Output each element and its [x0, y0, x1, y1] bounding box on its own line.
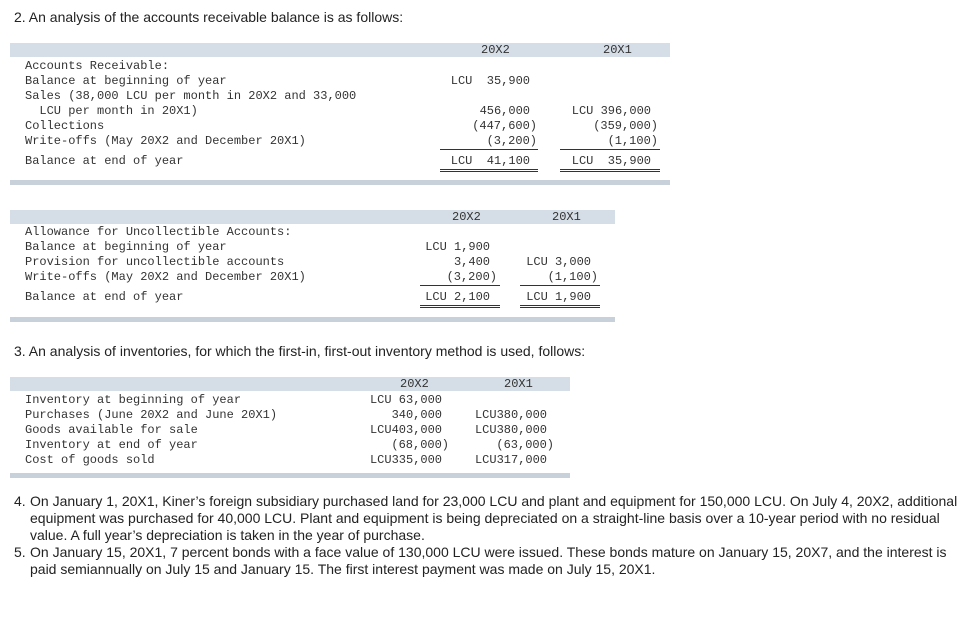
inventory-row-label: Cost of goods sold	[25, 453, 155, 467]
inventory-header-bar	[10, 377, 570, 391]
allowance-value-20x2: (3,200)	[446, 270, 497, 284]
allowance-subtotal-rule-20x2	[420, 285, 500, 286]
ar-row-label: Balance at end of year	[25, 154, 184, 168]
ar-value-20x1: (359,000)	[593, 119, 658, 133]
inventory-col-header-20x1: 20X1	[504, 377, 533, 391]
note-text: On January 1, 20X1, Kiner’s foreign subsidiary purchased land for 23,000 LCU and plant and equipment for 150,000 LCU. On July 4, 20X2, additional equipment was purchased for 40,000 LCU. Plant and equipment is being depreciated on a straight-line basis over a 10-year period with no residual value. A full year’s depreciation is taken in the year of purchase.	[30, 493, 958, 543]
inventory-row-label: Inventory at beginning of year	[25, 393, 242, 407]
allowance-total-rule-20x2	[420, 305, 500, 308]
allowance-value-20x2: LCU 1,900	[425, 240, 490, 254]
ar-row-label: Sales (38,000 LCU per month in 20X2 and 33,000	[25, 89, 357, 103]
allowance-row-label: Write-offs (May 20X2 and December 20X1)	[25, 270, 306, 284]
note-number: 5.	[14, 544, 26, 560]
item-2-heading: 2. An analysis of the accounts receivable balance is as follows:	[14, 9, 404, 25]
ar-value-20x1: (1,100)	[607, 134, 658, 148]
allowance-row-label: Provision for uncollectible accounts	[25, 255, 285, 269]
ar-value-20x2: LCU 41,100	[450, 154, 530, 168]
inventory-value-20x2: (68,000)	[391, 438, 449, 452]
allowance-value-20x1: (1,100)	[547, 270, 598, 284]
allowance-col-header-20x1: 20X1	[552, 210, 581, 224]
inventory-value-20x2: LCU335,000	[369, 453, 442, 467]
ar-value-20x2: 456,000	[479, 104, 530, 118]
note-item	[14, 544, 973, 578]
allowance-value-20x1: LCU 3,000	[526, 255, 591, 269]
ar-row-label: Collections	[25, 119, 105, 133]
inventory-value-20x1: LCU317,000	[474, 453, 547, 467]
ar-value-20x2: (447,600)	[472, 119, 537, 133]
ar-subtotal-rule-20x2	[440, 149, 538, 150]
ar-value-20x1: LCU 35,900	[571, 154, 651, 168]
inventory-footer-bar	[10, 473, 570, 478]
ar-col-header-20x1: 20X1	[603, 43, 632, 57]
ar-row-label: Write-offs (May 20X2 and December 20X1)	[25, 134, 306, 148]
note-item	[14, 493, 973, 544]
ar-row-label: Balance at beginning of year	[25, 74, 227, 88]
inventory-col-header-20x2: 20X2	[400, 377, 429, 391]
allowance-col-header-20x2: 20X2	[452, 210, 481, 224]
ar-row-label: LCU per month in 20X1)	[25, 104, 198, 118]
ar-value-20x2: LCU 35,900	[450, 74, 530, 88]
ar-col-header-20x2: 20X2	[481, 43, 510, 57]
ar-header-bar	[10, 43, 670, 57]
notes-list	[14, 493, 973, 578]
inventory-value-20x1: LCU380,000	[474, 408, 547, 422]
inventory-value-20x1: LCU380,000	[474, 423, 547, 437]
note-number: 4.	[14, 493, 26, 509]
inventory-value-20x2: 340,000	[391, 408, 442, 422]
ar-total-rule-20x2	[440, 169, 538, 172]
ar-total-rule-20x1	[560, 169, 660, 172]
allowance-footer-bar	[10, 317, 615, 322]
inventory-row-label: Inventory at end of year	[25, 438, 198, 452]
allowance-row-label: Balance at beginning of year	[25, 240, 227, 254]
allowance-value-20x1: LCU 1,900	[526, 290, 591, 304]
allowance-header-bar	[10, 210, 615, 224]
inventory-row-label: Purchases (June 20X2 and June 20X1)	[25, 408, 278, 422]
allowance-value-20x2: 3,400	[453, 255, 490, 269]
inventory-value-20x2: LCU 63,000	[369, 393, 442, 407]
allowance-row-label: Allowance for Uncollectible Accounts:	[25, 225, 292, 239]
inventory-row-label: Goods available for sale	[25, 423, 198, 437]
allowance-row-label: Balance at end of year	[25, 290, 184, 304]
allowance-total-rule-20x1	[520, 305, 600, 308]
allowance-subtotal-rule-20x1	[520, 285, 600, 286]
item-3-heading: 3. An analysis of inventories, for which the first-in, first-out inventory method is used, follows:	[14, 343, 586, 359]
allowance-value-20x2: LCU 2,100	[425, 290, 490, 304]
note-text: On January 15, 20X1, 7 percent bonds with a face value of 130,000 LCU were issued. These bonds mature on January 15, 20X7, and the interest is paid semiannually on July 15 and January 15. The first interest payment was made on July 15, 20X1.	[30, 544, 947, 577]
ar-footer-bar	[10, 180, 670, 185]
ar-subtotal-rule-20x1	[560, 149, 660, 150]
inventory-value-20x1: (63,000)	[496, 438, 554, 452]
ar-value-20x1: LCU 396,000	[571, 104, 651, 118]
ar-value-20x2: (3,200)	[486, 134, 537, 148]
inventory-value-20x2: LCU403,000	[369, 423, 442, 437]
ar-row-label: Accounts Receivable:	[25, 59, 170, 73]
